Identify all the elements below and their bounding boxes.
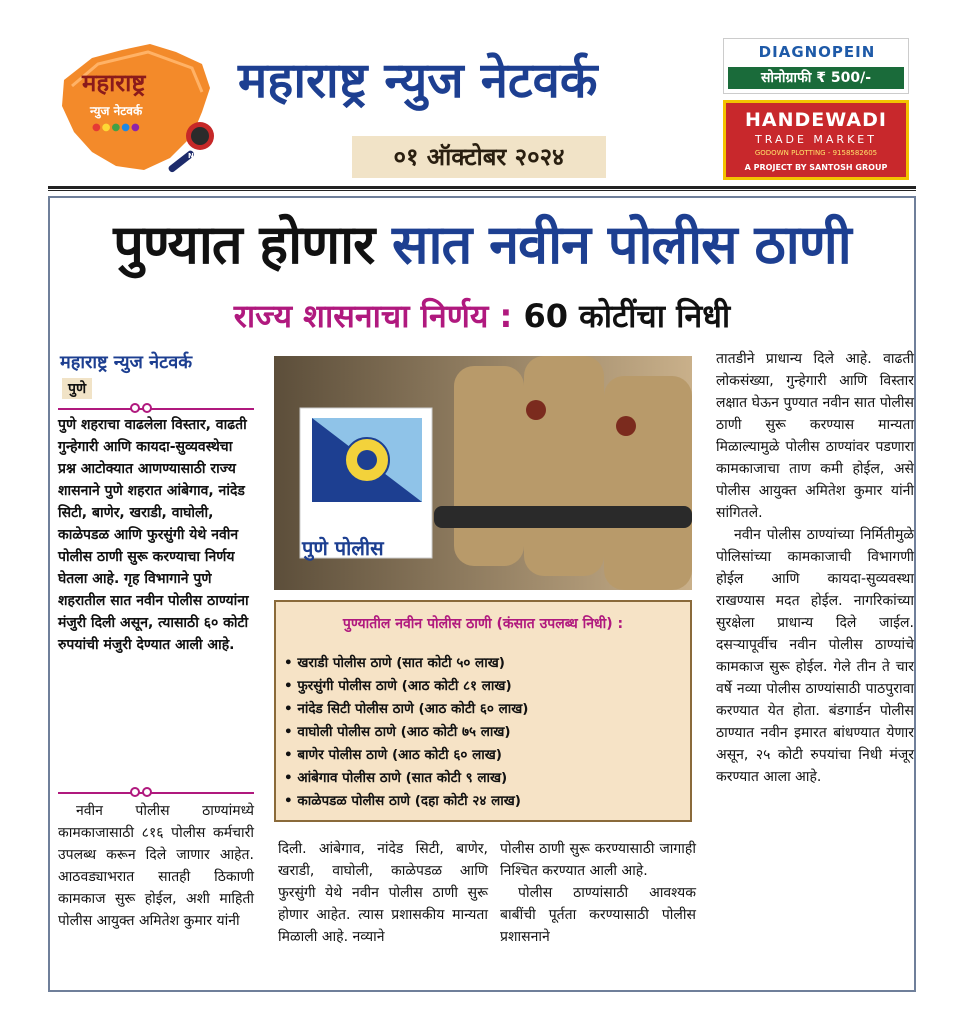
ad-handewadi-tagline: A PROJECT BY SANTOSH GROUP	[744, 163, 888, 172]
column-2-body	[278, 838, 488, 948]
station-item: • नांदेड सिटी पोलीस ठाणे (आठ कोटी ६० लाख)	[284, 698, 528, 721]
ad-diagnopein[interactable]	[723, 38, 909, 94]
col3-paragraph-2: पोलीस ठाण्यांसाठी आवश्यक बाबींची पूर्तता करण्यासाठी पोलीस प्रशासनाने	[500, 885, 696, 945]
stations-list	[284, 652, 528, 813]
article-lead	[58, 414, 254, 656]
ornament-dot	[142, 787, 152, 797]
article-frame	[48, 196, 916, 992]
headline	[50, 212, 914, 278]
byline: महाराष्ट्र न्युज नेटवर्क	[60, 352, 193, 373]
station-item: • खराडी पोलीस ठाणे (सात कोटी ५० लाख)	[284, 652, 528, 675]
masthead-title: महाराष्ट्र न्युज नेटवर्क	[238, 52, 598, 109]
lead-paragraph: पुणे शहराचा वाढलेला विस्तार, वाढती गुन्हेगारी आणि कायदा-सुव्यवस्थेचा प्रश्न आटोक्यात आणण्यासाठी राज्य शासनाने पुणे शहरात आंबेगाव, नांदेड सिटी, बाणेर, खराडी, वाघोली, काळेपडळ आणि फुरसुंगी येथे नवीन पोलीस ठाणी सुरू करण्याचा निर्णय घेतला आहे. गृह विभागाने पुणे शहरातील सात नवीन पोलीस ठाण्यांना मंजुरी दिली असून, त्यासाठी ६० कोटी रुपयांची मंजुरी देण्यात आली आहे.	[58, 417, 249, 653]
ad-handewadi-contact: GODOWN PLOTTING - 9158582605	[754, 149, 878, 157]
ad-handewadi[interactable]	[723, 100, 909, 180]
station-item: • बाणेर पोलीस ठाणे (आठ कोटी ६० लाख)	[284, 744, 528, 767]
column-4-body	[716, 348, 914, 788]
headline-part-1: पुण्यात होणार	[113, 213, 375, 276]
station-item: • वाघोली पोलीस ठाणे (आठ कोटी ७५ लाख)	[284, 721, 528, 744]
ad-handewadi-subtitle: TRADE MARKET	[755, 133, 877, 146]
col4-paragraph-2: नवीन पोलीस ठाण्यांच्या निर्मितीमुळे पोलिसांच्या कामकाजाची विभागणी होईल आणि कायदा-सुव्यवस्था राखण्यास मदत होईल. नागरिकांच्या सुरक्षेला प्राधान्य दिले जाईल. दसऱ्यापूर्वीच नवीन पोलीस ठाण्यांचे कामकाज सुरू होईल. गेले तीन ते चार वर्षे नव्या पोलीस ठाण्यांसाठी पाठपुरावा करण्यात येत होता. बंडगार्डन पोलीस ठाण्यात नवीन इमारत बांधण्यात येणार असून, २५ कोटी रुपयांचा निधी मंजूर करण्यात आला आहे.	[716, 527, 914, 785]
col4-paragraph-1: तातडीने प्राधान्य दिले आहे. वाढती लोकसंख्या, गुन्हेगारी आणि विस्तार लक्षात घेऊन पुण्यात नवीन सात पोलीस ठाणी सुरू करण्यास मान्यता मिळाल्यामुळे पोलीस ठाण्यांवर पडणारा कामकाजाचा ताण कमी होईल, असे पोलीस आयुक्त अमितेश कुमार यांनी सांगितले.	[716, 351, 914, 521]
ad-diagnopein-offer: सोनोग्राफी ₹ 500/-	[728, 67, 904, 89]
station-item: • आंबेगाव पोलीस ठाणे (सात कोटी ९ लाख)	[284, 767, 528, 790]
masthead-rule-thin	[48, 190, 916, 191]
headline-part-2: सात नवीन पोलीस ठाणी	[392, 213, 851, 276]
article-photo	[274, 356, 692, 590]
station-item: • फुरसुंगी पोलीस ठाणे (आठ कोटी ८१ लाख)	[284, 675, 528, 698]
issue-date: ०१ ऑक्टोबर २०२४	[352, 136, 606, 178]
logo-line-2: न्युज नेटवर्क	[90, 104, 143, 118]
logo-line-1: महाराष्ट्र	[82, 68, 146, 97]
ad-diagnopein-brand: DIAGNOPEIN	[758, 43, 876, 61]
subheadline	[50, 296, 914, 336]
ornament-divider-2	[58, 792, 254, 794]
logo-dots: ●●●●●	[92, 122, 141, 133]
ornament-dot	[130, 787, 140, 797]
column-1-body	[58, 800, 254, 932]
masthead-rule	[48, 186, 916, 189]
stations-box-title: पुण्यातील नवीन पोलीस ठाणी (कंसात उपलब्ध निधी) :	[342, 616, 624, 632]
pune-police-badge-text: पुणे पोलीस	[302, 536, 384, 560]
subheadline-part-1: राज्य शासनाचा निर्णय :	[233, 297, 513, 335]
ornament-dot	[142, 403, 152, 413]
ad-handewadi-name: HANDEWADI	[745, 109, 887, 131]
ornament-dot	[130, 403, 140, 413]
col2-paragraph: दिली. आंबेगाव, नांदेड सिटी, बाणेर, खराडी, वाघोली, काळेपडळ आणि फुरसुंगी येथे नवीन पोलीस ठाणी सुरू होणार आहेत. त्यास प्रशासकीय मान्यता मिळाली आहे. नव्याने	[278, 841, 488, 945]
station-item: • काळेपडळ पोलीस ठाणे (दहा कोटी २४ लाख)	[284, 790, 528, 813]
col1-paragraph: नवीन पोलीस ठाण्यांमध्ये कामकाजासाठी ८१६ पोलीस कर्मचारी उपलब्ध करून दिले जाणार आहेत. आठवड्याभरात सातही ठिकाणी कामकाज सुरू होईल, अशी माहिती पोलीस आयुक्त अमितेश कुमार यांनी	[58, 803, 254, 929]
dateline: पुणे	[62, 378, 92, 399]
subheadline-part-2: 60 कोटींचा निधी	[523, 297, 731, 335]
column-3-body	[500, 838, 696, 948]
newspaper-logo	[52, 40, 222, 180]
mic-label: NEWS	[188, 152, 212, 160]
stations-box	[274, 600, 692, 822]
ornament-divider	[58, 408, 254, 410]
masthead	[0, 0, 965, 192]
col3-paragraph-1: पोलीस ठाणी सुरू करण्यासाठी जागाही निश्चित करण्यात आली आहे.	[500, 841, 696, 879]
